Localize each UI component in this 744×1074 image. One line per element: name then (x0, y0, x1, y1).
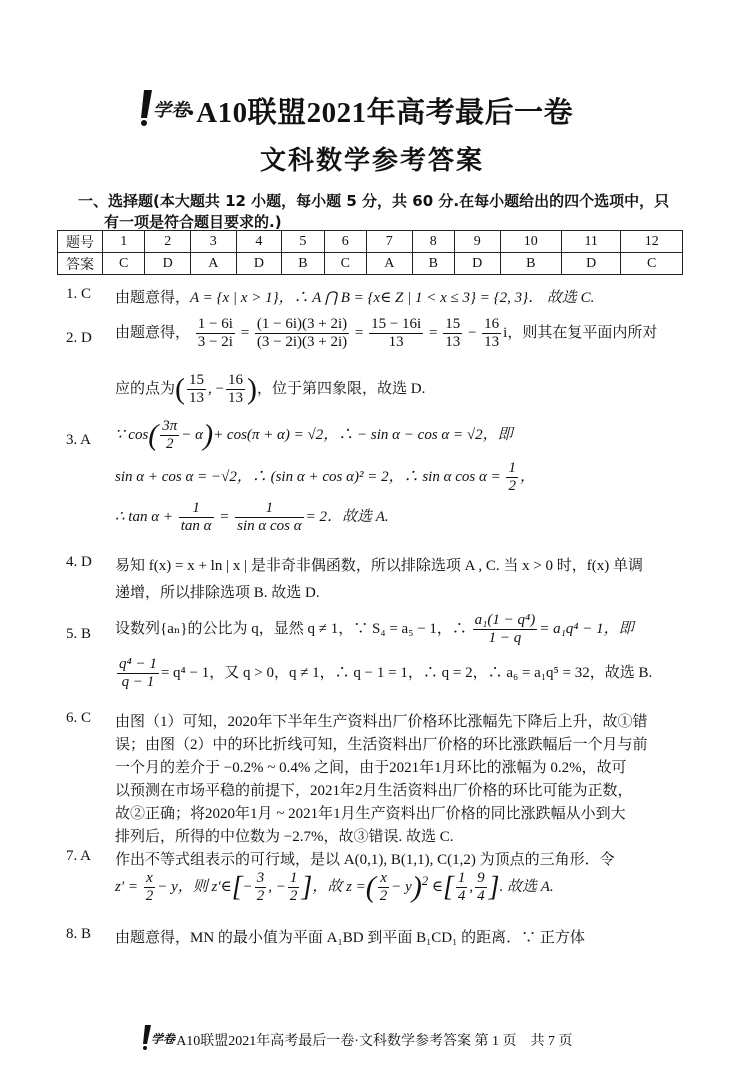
q2-line1: 由题意得， $\frac{1 - 6i}{3 - 2i}$ = $\frac{(1 - 6i)(3 + 2i)}{(3 - 2i)(3 + 2i)}$ = $\frac{15 - 16i}{13}$ = $\frac{15}{13}$ − $\frac{16}{13}$ i，则其在复平面内所对 (115, 316, 658, 350)
table-cell: B (282, 253, 324, 275)
q6-line: 以预测在市场平稳的前提下，2021年2月生活资料出厂价格的环比可能为正数， (115, 783, 633, 799)
table-cell: 5 (282, 231, 324, 253)
page-footer: ·A10联盟2021年高考最后一卷·文科数学参考答案 第 1 页 共 7 页 (171, 1034, 573, 1049)
table-header-answer: 答案 (58, 253, 103, 275)
table-cell: 10 (500, 231, 561, 253)
q2-point-x: $\frac{15}{13}$ (189, 372, 205, 406)
q6-line: 误；由图（2）中的环比折线可知，生活资料出厂价格的环比涨跌幅后一个月与前 (115, 737, 648, 753)
q4-line2: 递增，所以排除选项 B. 故选 D. (115, 585, 320, 601)
q4-number: 4. D (66, 554, 92, 570)
table-cell: 11 (562, 231, 621, 253)
table-cell: A (190, 253, 236, 275)
table-cell: D (236, 253, 282, 275)
q7-line1: 作出不等式组表示的可行域，是以 A(0,1), B(1,1), C(1,2) 为顶点的三角形．令 (115, 852, 615, 868)
brand-logo-text: 学卷 (153, 100, 189, 121)
table-cell: A (366, 253, 412, 275)
table-cell: 4 (236, 231, 282, 253)
q7-line2: z′ = $\frac{x}{2}$ − y，则 z′∈[− $\frac{3}{2}$ , − $\frac{1}{2}$ ]，故 z =( $\frac{x}{2}$ − y)$^2$ ∈[ $\frac{1}{4}$ , $\frac{9}{4}$ ]. 故选 A. (115, 870, 554, 904)
table-row-answers (58, 253, 683, 275)
q7-frac-14: $\frac{1}{4}$ (457, 870, 466, 904)
table-cell: C (621, 253, 683, 275)
q5-frac-q: $\frac{\text{q⁴ − 1}}{q - 1}$ (119, 656, 157, 690)
table-cell: 8 (412, 231, 454, 253)
q6-line: 排列后，所得的中位数为 −2.7%，故③错误. 故选 C. (115, 829, 454, 845)
q8-line1: 由题意得，MN 的最小值为平面 A₁BD 到平面 B₁CD₁ 的距离．∵ 正方体 (115, 930, 585, 946)
q6-line: 故②正确；将2020年1月 ~ 2021年1月生产资料出厂价格的同比涨跌幅从小到大 (115, 806, 626, 822)
q1-text (115, 286, 594, 307)
q3-frac-sincos: $\frac{1}{\text{sin α cos α}}$ (237, 500, 302, 534)
table-cell: 7 (366, 231, 412, 253)
q7-number: 7. A (66, 848, 92, 864)
table-cell: C (324, 253, 366, 275)
q1-text-a: 由题意得， (115, 290, 191, 306)
table-row-numbers (58, 231, 683, 253)
table-cell: C (103, 253, 145, 275)
q2-number: 2. D (66, 330, 92, 346)
q5-frac-sum: $\frac{\text{a₁(1 − q⁴)}}{1 - q}$ (474, 612, 536, 646)
q2-text-a: 由题意得， (115, 324, 191, 341)
q5-line2: $\frac{\text{q⁴ − 1}}{q - 1}$ = q⁴ − 1，又 q > 0，q ≠ 1，∴ q − 1 = 1，∴ q = 2，∴ a₆ = a₁q⁵ = 32，故选 B. (119, 656, 653, 690)
q6-line: 一个月的差介于 −0.2% ~ 0.4% 之间，由于2021年1月环比的涨幅为 0.2%，故可 (115, 760, 627, 776)
q7-frac-32: $\frac{3}{2}$ (256, 870, 265, 904)
q1-text-b: A = {x | x > 1}，∴ A ⋂ B = {x∈ Z | 1 < x ≤ 3} = {2, 3}． 故选 C. (190, 290, 595, 306)
q3-frac-3pi2: $\frac{3\pi}{2}$ (162, 418, 178, 452)
q2-text-c: i，则其在复平面内所对 (503, 324, 658, 341)
q2-line2: 应的点为( $\frac{15}{13}$ , − $\frac{16}{13}$ )，位于第四象限，故选 D. (115, 372, 426, 406)
answer-table (57, 230, 683, 275)
table-cell: 3 (190, 231, 236, 253)
q6-number: 6. C (66, 710, 92, 726)
table-cell: B (412, 253, 454, 275)
table-cell: 9 (454, 231, 500, 253)
footer-logo-text: 学卷 (151, 1032, 176, 1046)
q2-frac3: $\frac{15 - 16i}{13}$ (371, 316, 422, 350)
brand-logo (138, 88, 189, 126)
q2-frac2: $\frac{(1 - 6i)(3 + 2i)}{(3 - 2i)(3 + 2i)}$ (256, 316, 348, 350)
q6-line: 由图（1）可知，2020年下半年生产资料出厂价格环比涨幅先下降后上升，故①错 (115, 714, 648, 730)
q2-frac1: $\frac{1 - 6i}{3 - 2i}$ (197, 316, 233, 350)
table-cell: 12 (621, 231, 683, 253)
q8-number: 8. B (66, 926, 92, 942)
q3-number: 3. A (66, 432, 92, 448)
q3-line2: sin α + cos α = −√2，∴ (sin α + cos α)² = 2，∴ sin α cos α = $\frac{1}{2}$ ， (115, 460, 535, 494)
q7-frac-x2: $\frac{x}{2}$ (145, 870, 154, 904)
q2-frac4: $\frac{15}{13}$ (445, 316, 461, 350)
page-title: ·A10联盟2021年高考最后一卷 (186, 97, 574, 129)
q7-frac-94: $\frac{9}{4}$ (477, 870, 485, 904)
q5-line1: 设数列{aₙ}的公比为 q，显然 q ≠ 1，∵ S₄ = a₅ − 1，∴ $\frac{\text{a₁(1 − q⁴)}}{1 - q}$ = a₁q⁴ − 1，即 (115, 612, 634, 646)
q7-frac-12: $\frac{1}{2}$ (289, 870, 298, 904)
q4-line1: 易知 f(x) = x + ln | x | 是非奇非偶函数，所以排除选项 A , C. 当 x > 0 时，f(x) 单调 (115, 558, 644, 574)
section-heading-line2: 有一项是符合题目要求的.) (104, 213, 282, 231)
table-cell: 1 (103, 231, 145, 253)
table-cell: D (454, 253, 500, 275)
q7-frac-x2b: $\frac{x}{2}$ (379, 870, 388, 904)
q3-frac-half: $\frac{1}{2}$ (508, 460, 516, 494)
q5-number: 5. B (66, 626, 92, 642)
q2-point-y: $\frac{16}{13}$ (227, 372, 243, 406)
section-heading-line1: 一、选择题(本大题共 12 小题，每小题 5 分，共 60 分.在每小题给出的四个选项中，只 (78, 192, 670, 210)
q2-frac5: $\frac{16}{13}$ (484, 316, 500, 350)
table-cell: 6 (324, 231, 366, 253)
q2-text-d: 应的点为 (115, 380, 176, 397)
table-cell: B (500, 253, 561, 275)
table-cell: D (562, 253, 621, 275)
q2-text-e: ，位于第四象限，故选 D. (256, 380, 426, 397)
q3-line1: ∵ cos( $\frac{3\pi}{2}$ − α)+ cos(π + α) = √2，∴ − sin α − cos α = √2，即 (115, 418, 513, 452)
q3-frac-tan: $\frac{1}{\text{tan α}}$ (180, 500, 212, 534)
table-cell: D (145, 253, 191, 275)
q3-line3: ∴ tan α + $\frac{1}{\text{tan α}}$ = $\frac{1}{\text{sin α cos α}}$ = 2．故选 A. (115, 500, 389, 534)
table-cell: 2 (145, 231, 191, 253)
table-header-number: 题号 (58, 231, 103, 253)
q1-number: 1. C (66, 286, 92, 302)
page-subtitle: 文科数学参考答案 (259, 146, 484, 175)
